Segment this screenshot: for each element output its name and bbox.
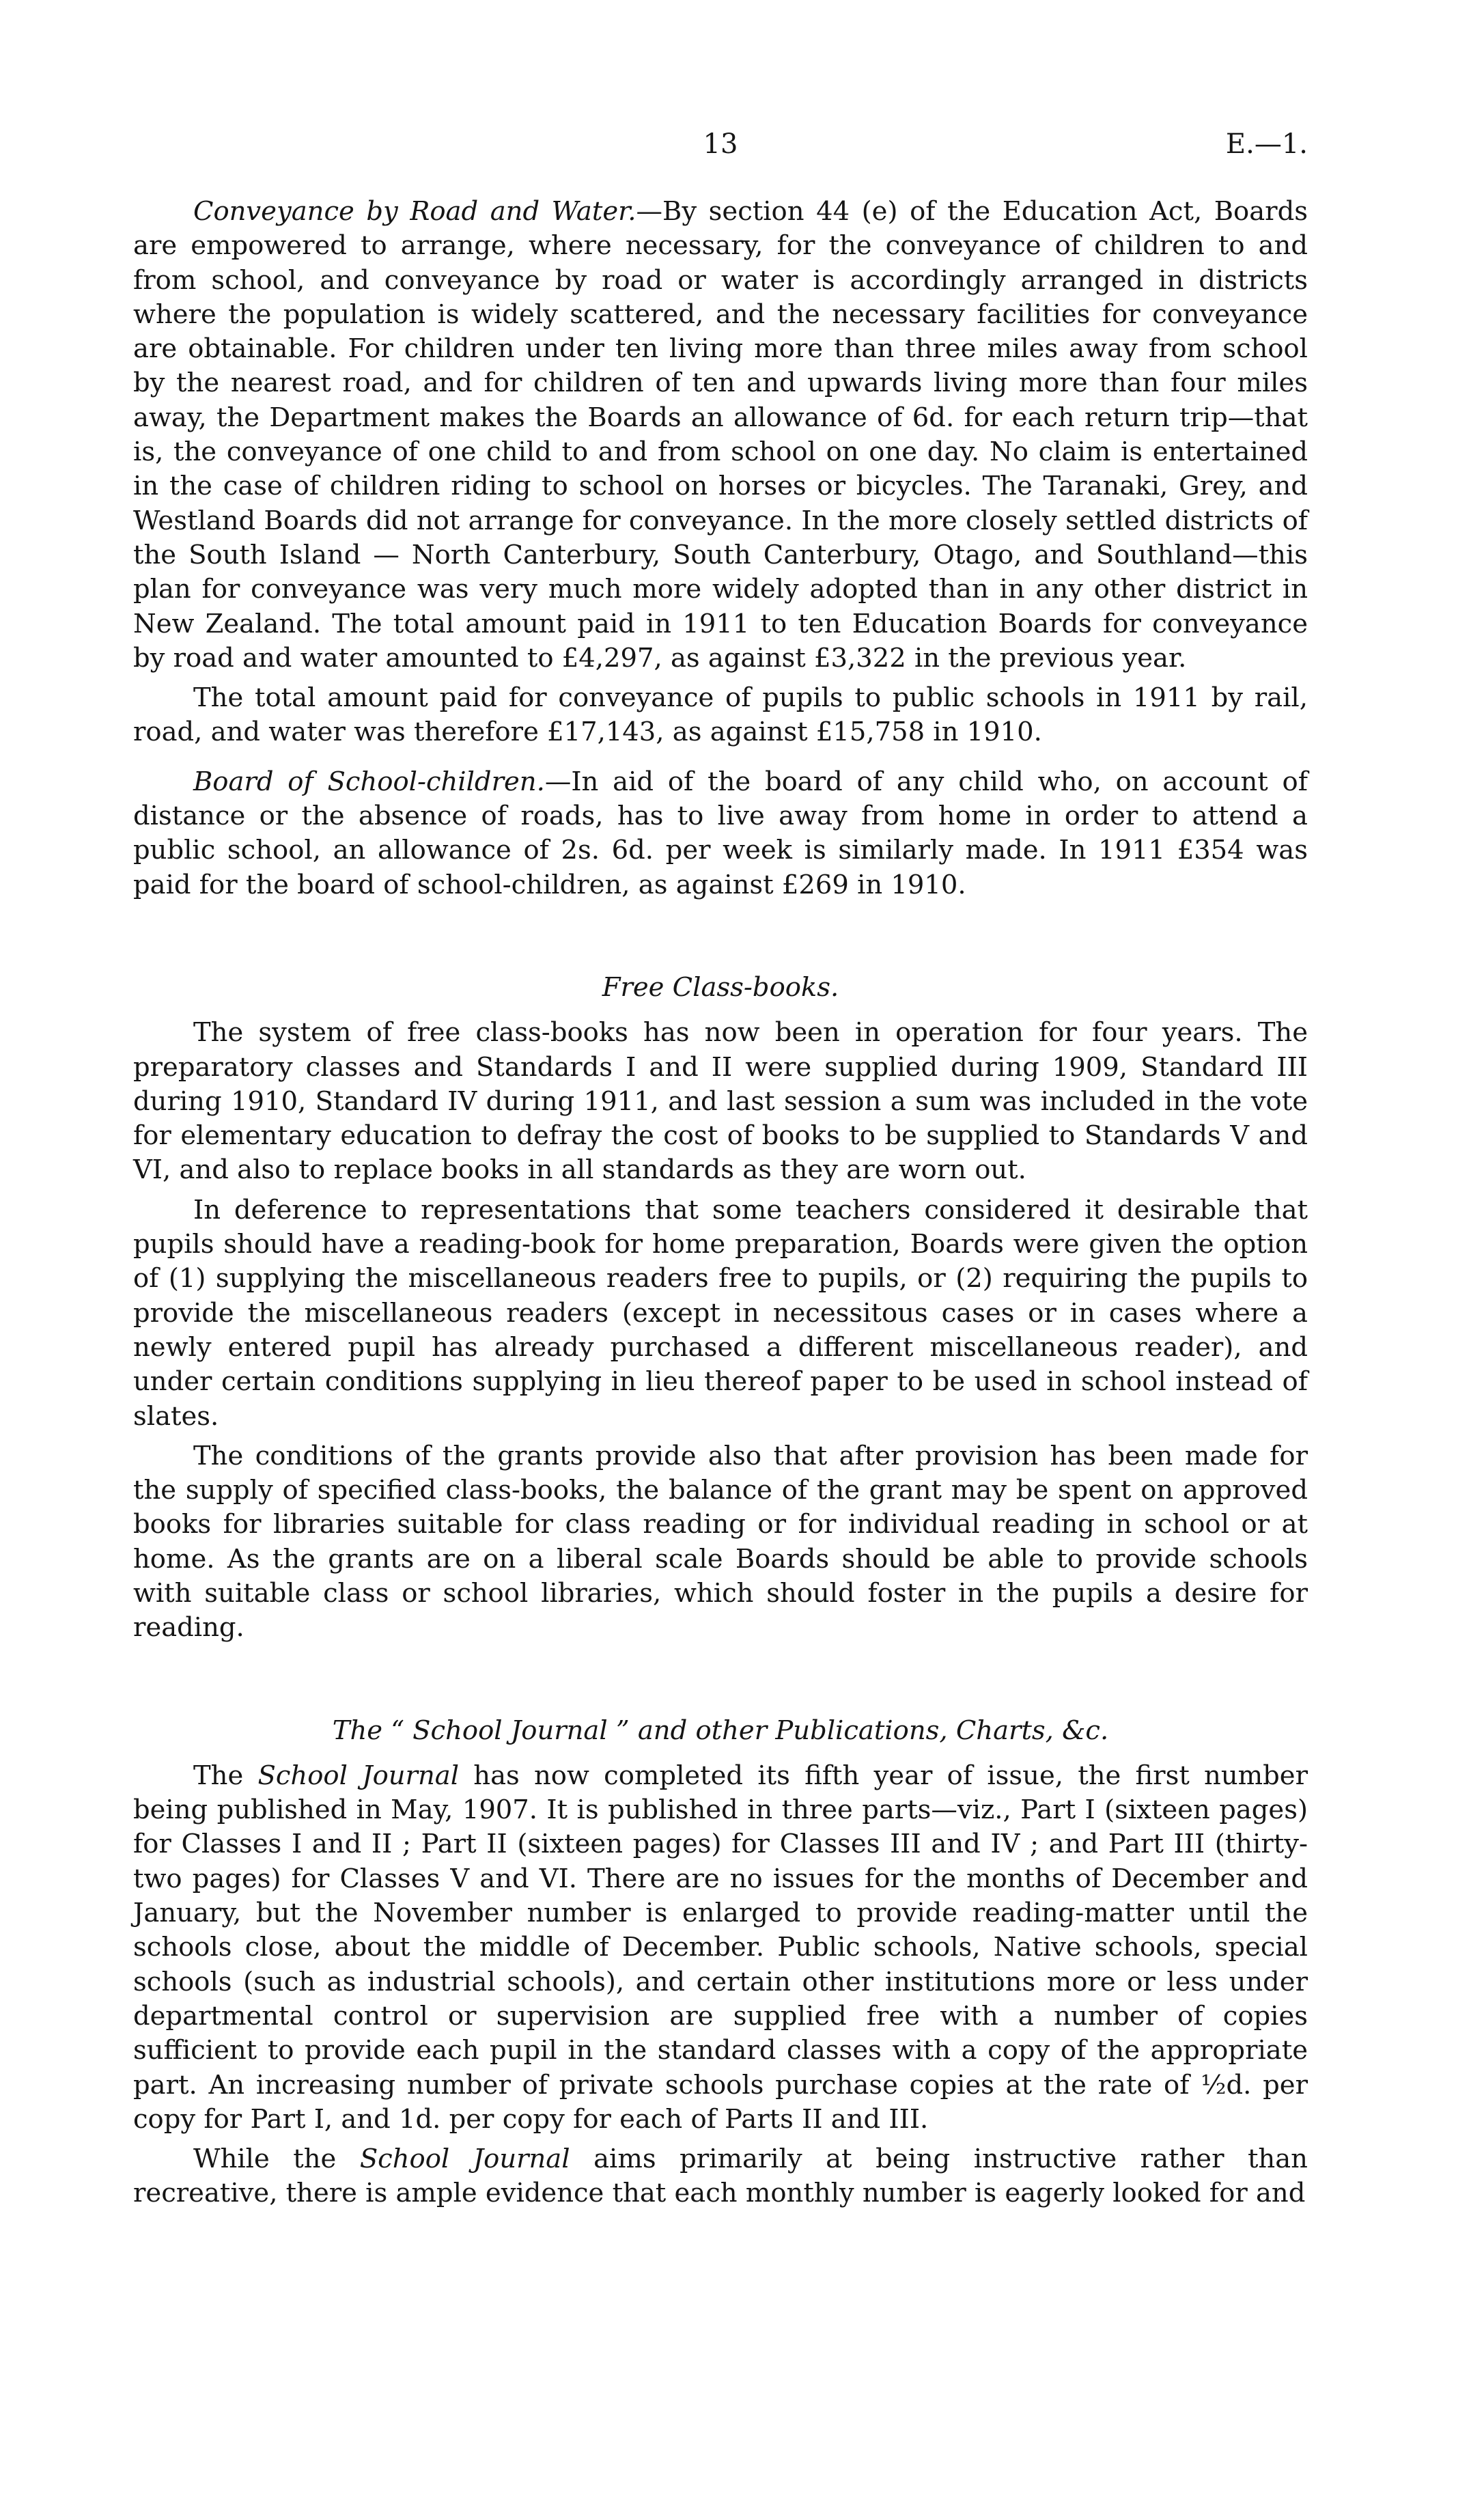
conveyance-heading: Conveyance by Road and Water.	[193, 196, 636, 227]
page-body	[133, 195, 1308, 2211]
board-text: —In aid of the board of any child who, on account of distance or the absence of roads, has to live away from home in order to attend a public school, an allowance of 2s. 6d. per week is similarly made. In 1911 £354 was paid for the board of school-children, as against £269 in 1910.	[133, 766, 1308, 900]
free-class-books-paragraph-3: The conditions of the grants provide also that after provision has been made for the supply of specified class-books, the balance of the grant may be spent on approved books for libraries suitable for class reading or for individual reading in school or at home. As the grants are on a liberal scale Boards should be able to provide schools with suitable class or school libraries, which should foster in the pupils a desire for reading.	[133, 1440, 1308, 1644]
conveyance-paragraph	[133, 195, 1308, 676]
school-journal-paragraph-1	[133, 1759, 1308, 2137]
page-number: 13	[703, 128, 738, 160]
conveyance-total-paragraph: The total amount paid for conveyance of pupils to public schools in 1911 by rail, road, and water was therefore £17,143, as against £15,758 in 1910.	[133, 682, 1308, 748]
school-journal-paragraph-2	[133, 2142, 1308, 2211]
school-journal-heading: The “ School Journal ” and other Publications, Charts, &c.	[332, 1715, 1109, 1746]
school-journal-title-1: School Journal	[257, 1760, 460, 1791]
board-paragraph	[133, 765, 1308, 902]
document-reference: E.—1.	[1225, 128, 1308, 160]
conveyance-text: —By section 44 (e) of the Education Act, Boards are empowered to arrange, where necessary, for the conveyance of children to and from school, and conveyance by road or water is accordingly arranged in districts where the population is widely scattered, and the necessary facilities for conveyance are obtainable. For children under ten living more than three miles away from school by the nearest road, and for children of ten and upwards living more than four miles away, the Department makes the Boards an allowance of 6d. for each return trip—that is, the conveyance of one child to and from school on one day. No claim is entertained in the case of children riding to school on horses or bicycles. The Taranaki, Grey, and Westland Boards did not arrange for conveyance. In the more closely settled districts of the South Island — North Canterbury, South Canterbury, Otago, and Southland—this plan for conveyance was very much more widely adopted than in any other district in New Zealand. The total amount paid in 1911 to ten Education Boards for conveyance by road and water amounted to £4,297, as against £3,322 in the previous year.	[133, 196, 1308, 674]
school-journal-title-2: School Journal	[359, 2144, 570, 2175]
free-class-books-paragraph-2: In deference to representations that some teachers considered it desirable that pupils should have a reading-book for home preparation, Boards were given the option of (1) supplying the miscellaneous readers free to pupils, or (2) requiring the pupils to provide the miscellaneous readers (except in necessitous cases or in cases where a newly entered pupil has already purchased a different miscellaneous reader), and under certain conditions supplying in lieu thereof paper to be used in school instead of slates.	[133, 1194, 1308, 1432]
page-header	[133, 128, 1308, 169]
school-journal-p1-text: has now completed its fifth year of issue, the first number being published in May, 1907. It is published in three parts—viz., Part I (sixteen pages) for Classes I and II ; Part II (sixteen pages) for Classes III and IV ; and Part III (thirty-two pages) for Classes V and VI. There are no issues for the months of December and January, but the November number is enlarged to provide reading-matter until the schools close, about the middle of December. Public schools, Native schools, special schools (such as industrial schools), and certain other institutions more or less under departmental control or supervision are supplied free with a number of copies sufficient to provide each pupil in the standard classes with a copy of the appropriate part. An increasing number of private schools purchase copies at the rate of ½d. per copy for Part I, and 1d. per copy for each of Parts II and III.	[133, 1760, 1308, 2135]
school-journal-p1-the: The	[193, 1760, 258, 1791]
free-class-books-heading: Free Class-books.	[602, 971, 839, 1003]
board-heading: Board of School-children.	[193, 766, 545, 797]
free-class-books-paragraph-1: The system of free class-books has now been in operation for four years. The preparatory classes and Standards I and II were supplied during 1909, Standard III during 1910, Standard IV during 1911, and last session a sum was included in the vote for elementary education to defray the cost of books to be supplied to Standards V and VI, and also to replace books in all standards as they are worn out.	[133, 1017, 1308, 1186]
school-journal-p2-while: While the	[193, 2144, 360, 2175]
school-journal-p2-text: aims primarily at being instructive rather than recreative, there is ample evidence that each monthly number is eagerly looked for and	[133, 2144, 1308, 2209]
